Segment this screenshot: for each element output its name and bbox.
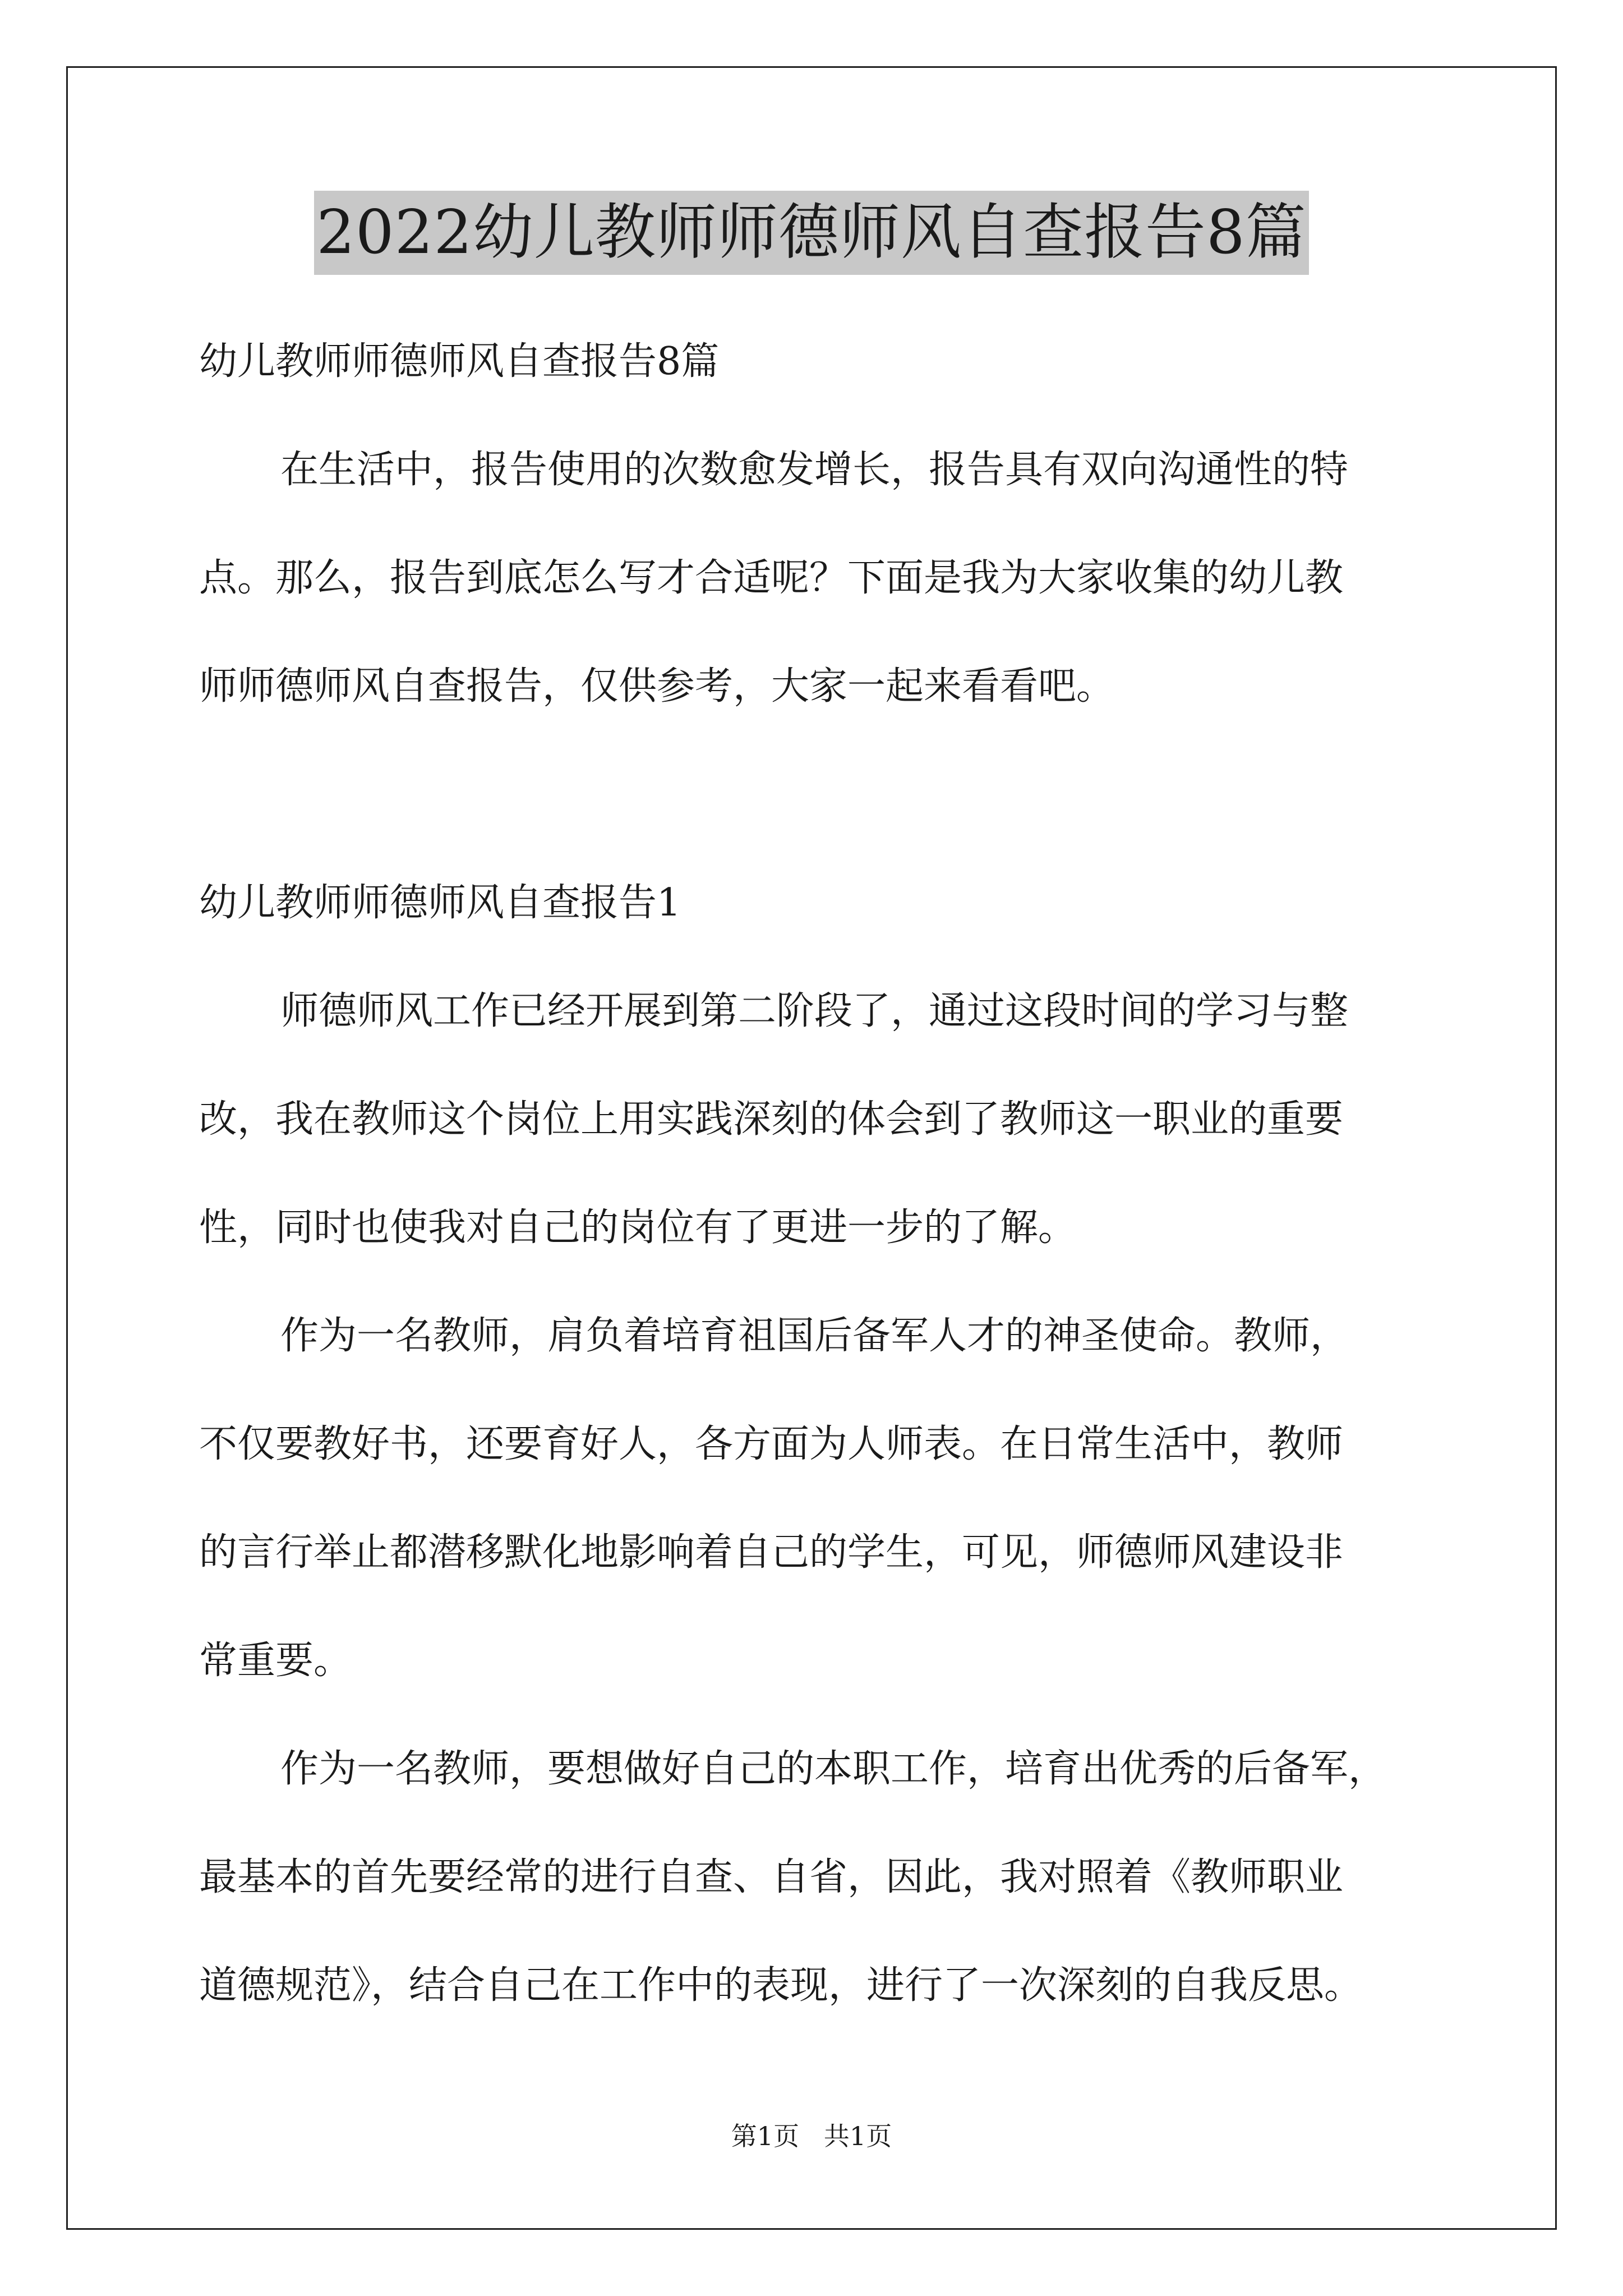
document-title: 2022幼儿教师师德师风自查报告8篇	[314, 191, 1309, 275]
text-line: 师德师风工作已经开展到第二阶段了，通过这段时间的学习与整	[280, 989, 1349, 1033]
text-line: 道德规范》，结合自己在工作中的表现，进行了一次深刻的自我反思。	[199, 1963, 1363, 2008]
text-line: 作为一名教师，肩负着培育祖国后备军人才的神圣使命。教师，	[280, 1314, 1349, 1358]
text-line: 常重要。	[199, 1639, 352, 1683]
text-line: 最基本的首先要经常的进行自查、自省，因此，我对照着《教师职业	[199, 1855, 1344, 1899]
text-line: 师师德师风自查报告，仅供参考，大家一起来看看吧。	[199, 664, 1115, 708]
text-line: 点。那么，报告到底怎么写才合适呢？下面是我为大家收集的幼儿教	[199, 556, 1344, 600]
page-footer: 第1页 共1页	[731, 2121, 892, 2151]
text-line: 在生活中，报告使用的次数愈发增长，报告具有双向沟通性的特	[280, 448, 1349, 492]
text-line: 性，同时也使我对自己的岗位有了更进一步的了解。	[199, 1205, 1077, 1250]
text-line: 改，我在教师这个岗位上用实践深刻的体会到了教师这一职业的重要	[199, 1097, 1344, 1142]
text-line: 幼儿教师师德师风自查报告1	[199, 881, 681, 925]
title-wrap	[0, 191, 1623, 275]
text-line: 不仅要教好书，还要育好人，各方面为人师表。在日常生活中，教师	[199, 1422, 1344, 1466]
document-body	[199, 307, 1433, 2040]
text-line: 作为一名教师，要想做好自己的本职工作，培育出优秀的后备军，	[280, 1747, 1387, 1791]
text-line: 的言行举止都潜移默化地影响着自己的学生，可见，师德师风建设非	[199, 1530, 1344, 1575]
blank-line	[199, 740, 1433, 849]
text-line: 幼儿教师师德师风自查报告8篇	[199, 339, 720, 384]
